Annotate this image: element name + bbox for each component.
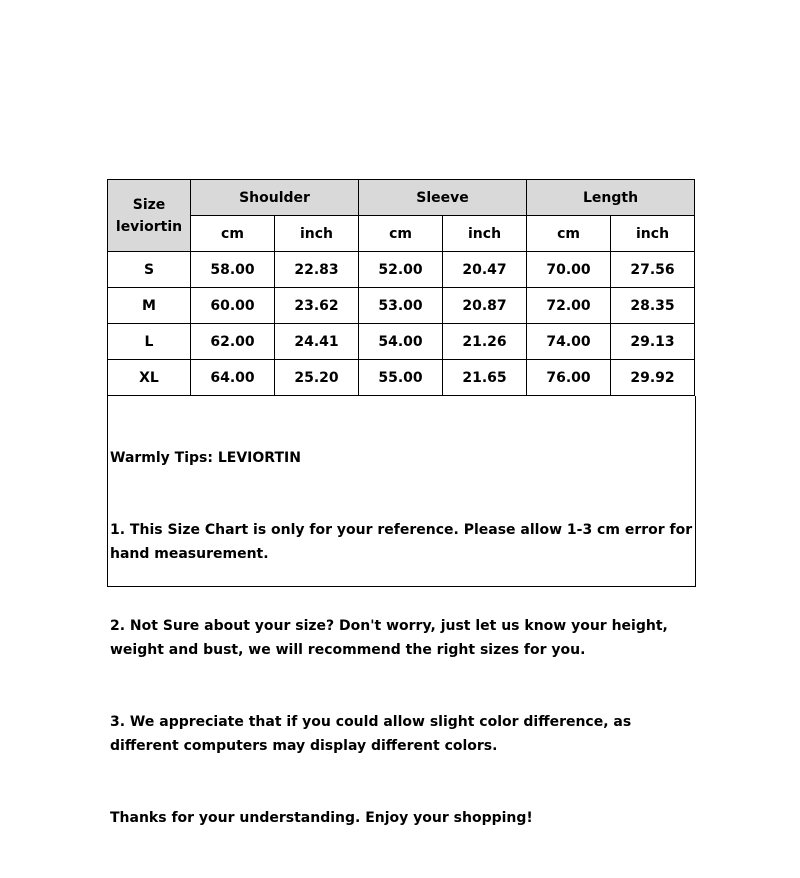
unit-header: inch: [275, 216, 359, 252]
value-cell: 55.00: [359, 360, 443, 396]
value-cell: 64.00: [191, 360, 275, 396]
unit-header: cm: [359, 216, 443, 252]
unit-header: cm: [527, 216, 611, 252]
value-cell: 21.26: [443, 324, 527, 360]
value-cell: 28.35: [611, 288, 695, 324]
tips-heading: Warmly Tips: LEVIORTIN: [110, 450, 301, 466]
size-corner-cell: [108, 180, 191, 252]
value-cell: 74.00: [527, 324, 611, 360]
value-cell: 25.20: [275, 360, 359, 396]
value-cell: 27.56: [611, 252, 695, 288]
value-cell: 72.00: [527, 288, 611, 324]
tips-line: 3. We appreciate that if you could allow slight color difference, as different computers may display different colors.: [110, 714, 637, 754]
size-cell: XL: [108, 360, 191, 396]
value-cell: 21.65: [443, 360, 527, 396]
corner-line-2: leviortin: [115, 218, 183, 235]
value-cell: 76.00: [527, 360, 611, 396]
value-cell: 29.13: [611, 324, 695, 360]
table-row: [108, 324, 695, 360]
corner-line-1: Size: [132, 196, 166, 213]
value-cell: 58.00: [191, 252, 275, 288]
unit-header: cm: [191, 216, 275, 252]
unit-header: inch: [611, 216, 695, 252]
unit-header-row: [108, 216, 695, 252]
value-cell: 62.00: [191, 324, 275, 360]
value-cell: 52.00: [359, 252, 443, 288]
value-cell: 29.92: [611, 360, 695, 396]
value-cell: 20.87: [443, 288, 527, 324]
value-cell: 24.41: [275, 324, 359, 360]
size-table: [107, 179, 695, 396]
tips-line: Thanks for your understanding. Enjoy your shopping!: [110, 810, 533, 826]
unit-header: inch: [443, 216, 527, 252]
value-cell: 60.00: [191, 288, 275, 324]
value-cell: 70.00: [527, 252, 611, 288]
table-row: [108, 252, 695, 288]
value-cell: 22.83: [275, 252, 359, 288]
size-cell: M: [108, 288, 191, 324]
group-header-shoulder: Shoulder: [191, 180, 359, 216]
value-cell: 54.00: [359, 324, 443, 360]
size-chart: [107, 179, 698, 826]
table-row: [108, 288, 695, 324]
value-cell: 20.47: [443, 252, 527, 288]
size-cell: S: [108, 252, 191, 288]
size-cell: L: [108, 324, 191, 360]
tips-line: 2. Not Sure about your size? Don't worry, just let us know your height, weight and bust, we will recommend the right sizes for you.: [110, 618, 673, 658]
value-cell: 23.62: [275, 288, 359, 324]
tips-line: 1. This Size Chart is only for your reference. Please allow 1-3 cm error for hand measurement.: [110, 522, 698, 562]
group-header-length: Length: [527, 180, 695, 216]
group-header-row: [108, 180, 695, 216]
tips-box: [107, 396, 698, 826]
table-row: [108, 360, 695, 396]
value-cell: 53.00: [359, 288, 443, 324]
group-header-sleeve: Sleeve: [359, 180, 527, 216]
